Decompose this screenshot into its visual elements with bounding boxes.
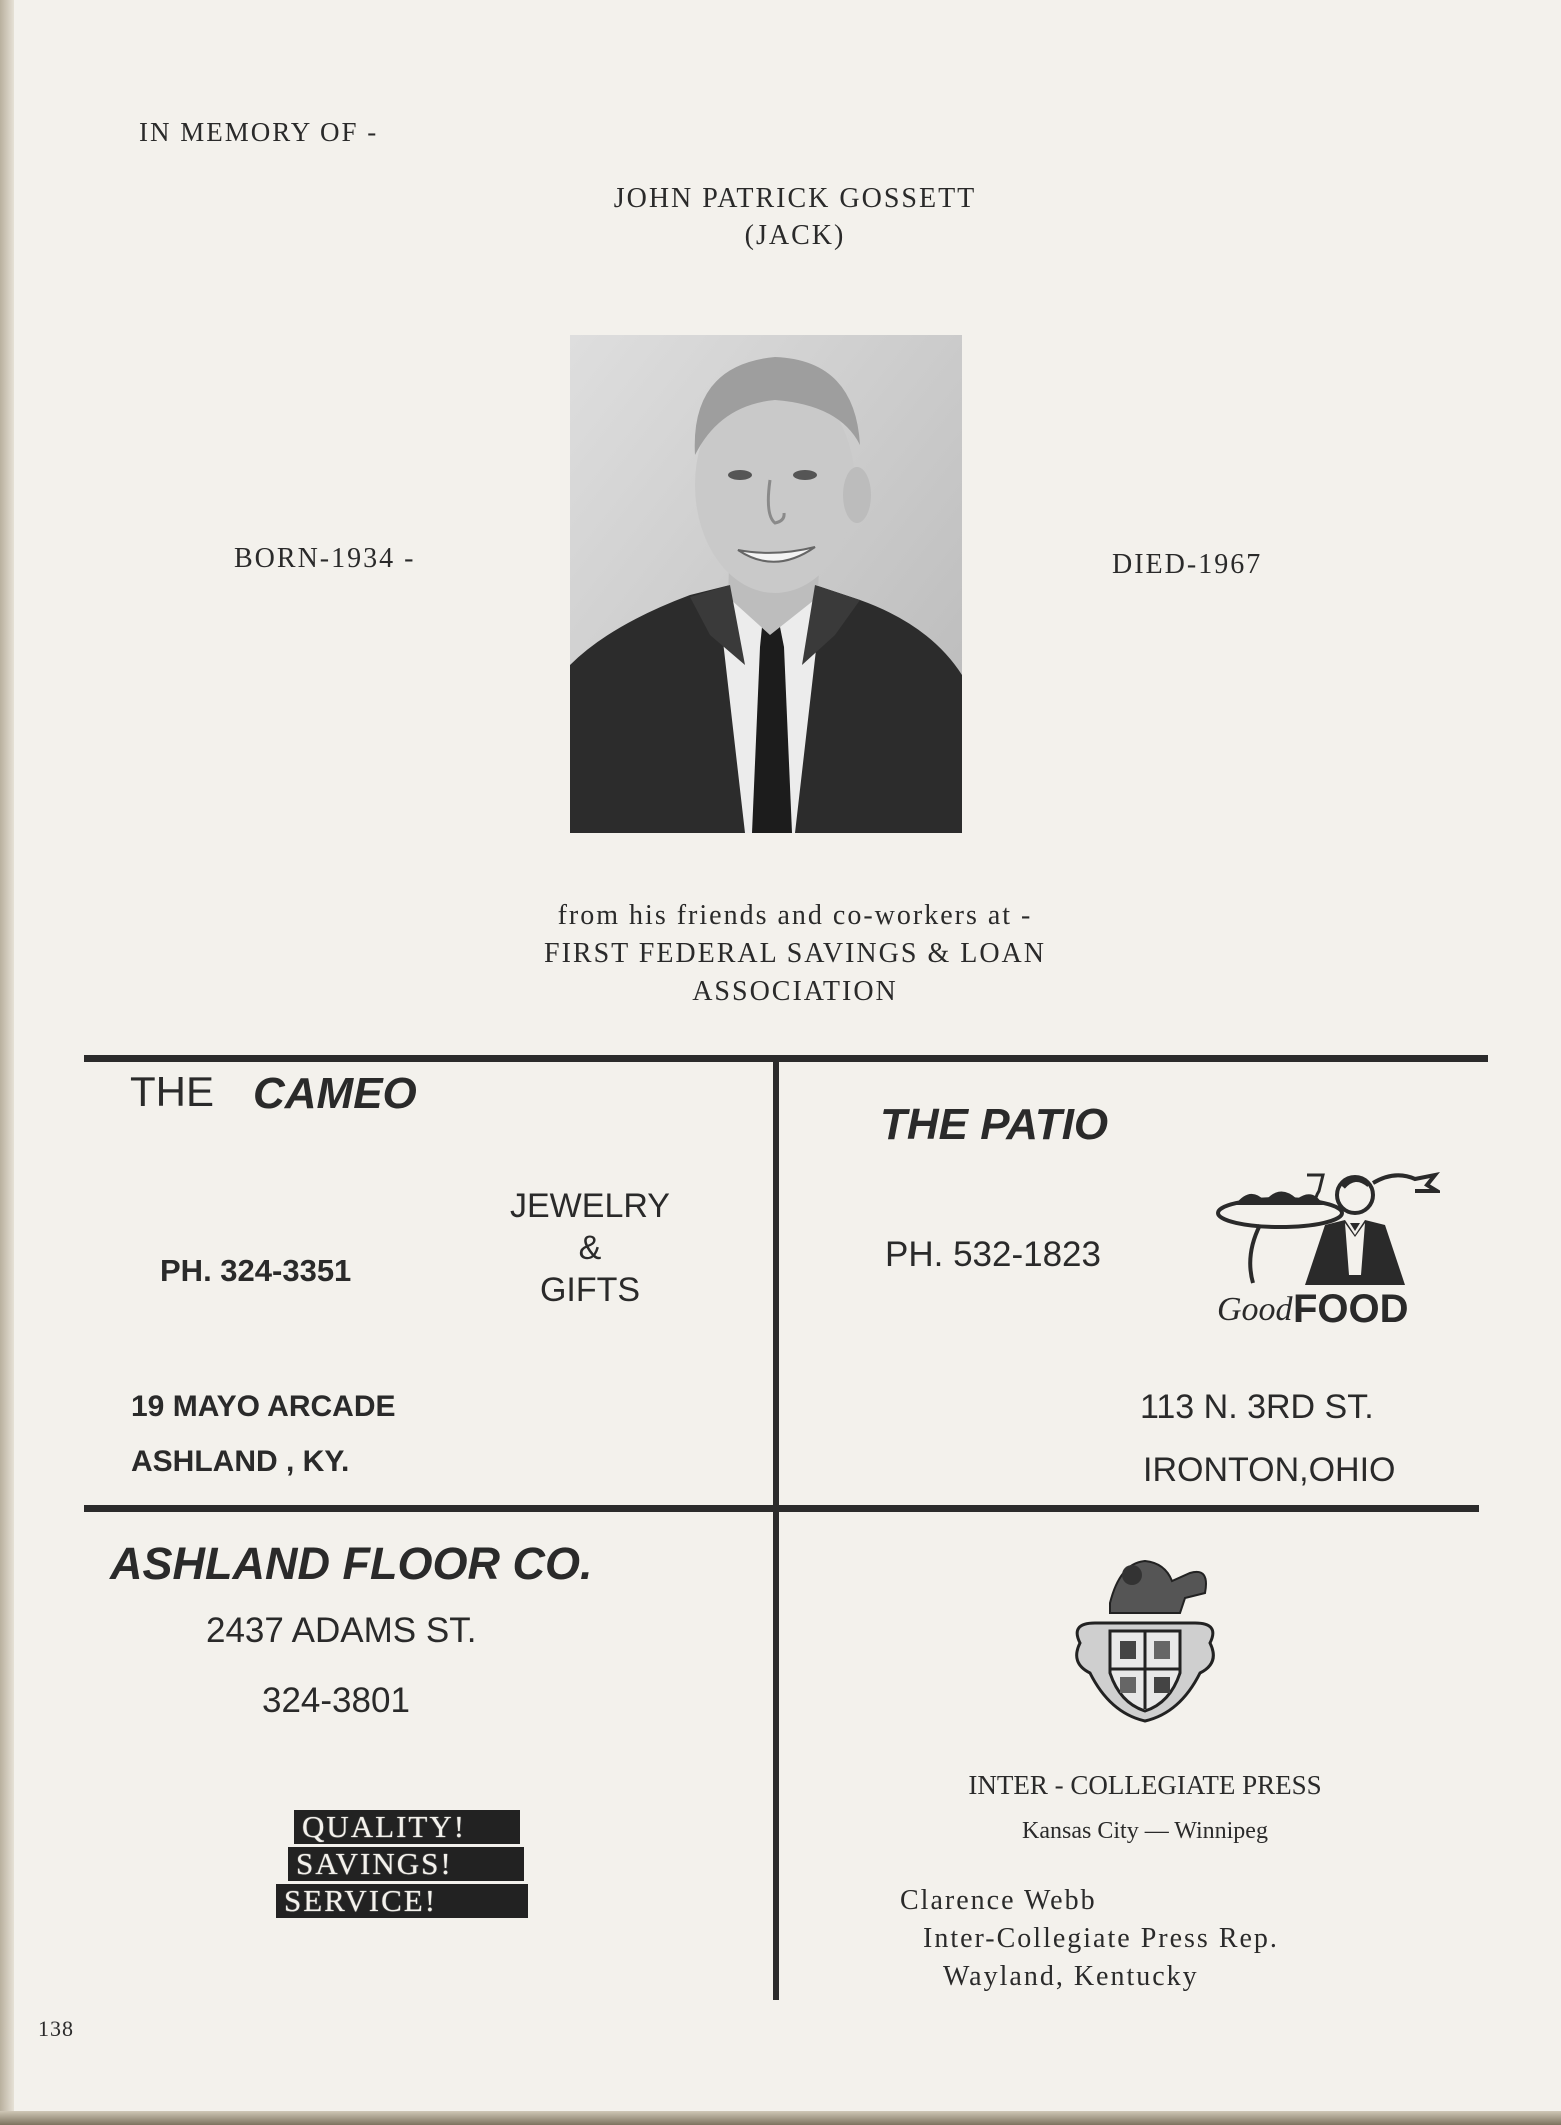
cameo-phone: PH. 324-3351 xyxy=(160,1253,352,1288)
press-rep-title: Inter-Collegiate Press Rep. xyxy=(923,1923,1279,1954)
cameo-ampersand: & xyxy=(578,1229,602,1267)
patio-name: THE PATIO xyxy=(880,1100,1109,1149)
press-name: INTER - COLLEGIATE PRESS xyxy=(968,1770,1322,1800)
patio-address2: IRONTON,OHIO xyxy=(1143,1451,1396,1489)
page-bottom-edge xyxy=(0,2111,1561,2125)
press-rep-name: Clarence Webb xyxy=(900,1885,1097,1916)
patio-address1: 113 N. 3RD ST. xyxy=(1140,1388,1374,1426)
memorial-died: DIED-1967 xyxy=(1112,549,1263,580)
cameo-address1: 19 MAYO ARCADE xyxy=(131,1390,396,1423)
lion-crest-icon xyxy=(1070,1553,1220,1723)
press-ad xyxy=(785,1515,1485,1995)
patio-logo-food: FOOD xyxy=(1293,1287,1409,1331)
center-divider-rule xyxy=(773,1058,779,2000)
top-divider-rule xyxy=(84,1055,1488,1062)
memorial-born: BORN-1934 - xyxy=(234,543,416,574)
press-cities: Kansas City — Winnipeg xyxy=(1022,1818,1268,1844)
cameo-gifts: GIFTS xyxy=(539,1271,641,1309)
page-binding-edge xyxy=(0,0,14,2125)
floor-address: 2437 ADAMS ST. xyxy=(206,1611,477,1650)
tribute-line: from his friends and co-workers at - xyxy=(557,900,1033,931)
tribute-org-line1: FIRST FEDERAL SAVINGS & LOAN xyxy=(544,938,1046,969)
cameo-ad xyxy=(90,1065,770,1503)
press-rep-location: Wayland, Kentucky xyxy=(943,1961,1199,1992)
floor-ad xyxy=(90,1515,770,1995)
cameo-jewelry: JEWELRY xyxy=(510,1187,670,1225)
cameo-address2: ASHLAND , KY. xyxy=(131,1445,350,1478)
patio-logo-good: Good xyxy=(1217,1291,1293,1328)
tribute-org-line2: ASSOCIATION xyxy=(692,976,898,1007)
patio-ad xyxy=(785,1065,1485,1503)
patio-phone: PH. 532-1823 xyxy=(885,1235,1101,1274)
middle-divider-rule xyxy=(84,1505,1479,1512)
memorial-nickname: (JACK) xyxy=(744,220,846,251)
floor-tag-savings: SAVINGS! xyxy=(288,1847,524,1881)
floor-taglines xyxy=(274,1810,534,1921)
cameo-name: CAMEO xyxy=(253,1069,417,1118)
cameo-products xyxy=(470,1185,710,1311)
memorial-heading: IN MEMORY OF - xyxy=(139,117,379,147)
memorial-portrait-photo xyxy=(570,335,962,833)
floor-tag-quality: QUALITY! xyxy=(294,1810,520,1844)
floor-phone: 324-3801 xyxy=(262,1681,410,1720)
memorial-name: JOHN PATRICK GOSSETT xyxy=(613,183,977,214)
floor-name: ASHLAND FLOOR CO. xyxy=(110,1538,593,1589)
cameo-the: THE xyxy=(130,1068,214,1115)
page-number: 138 xyxy=(38,2016,74,2041)
portrait-icon xyxy=(570,335,962,833)
floor-tag-service: SERVICE! xyxy=(276,1884,528,1918)
